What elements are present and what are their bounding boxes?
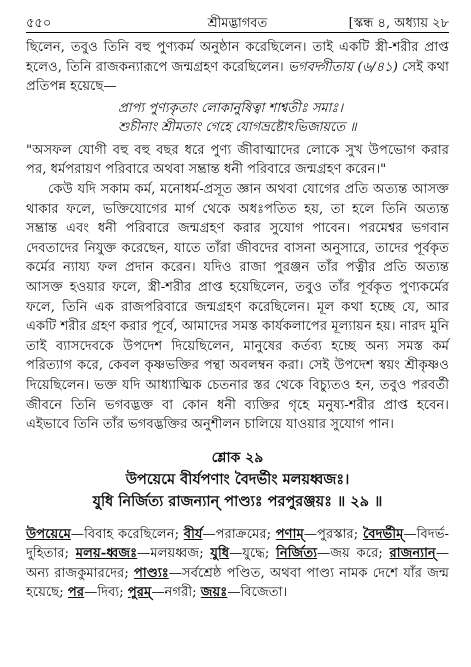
synonym-meaning: নগরী; [164, 585, 201, 601]
quoted-verse-line-1: প্রাপ্য পুণ্যকৃতাং লোকানুষিত্বা শাশ্বতীঃ সমাঃ। [118, 100, 343, 116]
synonym-word: পণাম্ [275, 526, 304, 542]
synonym-word: বৈদর্ভীম্ [362, 526, 404, 542]
synonym-meaning: মলয়ধ্বজ; [150, 546, 211, 562]
quoted-verse-line-2: শুচীনাং শ্রীমতাং গেহে যোগভ্রষ্টোঽভিজায়তে ॥ [118, 119, 357, 135]
synonym-meaning: যুদ্ধে; [242, 546, 277, 562]
page-header [26, 8, 449, 38]
synonym-word: যুধি [210, 546, 230, 562]
chapter-reference: [স্কন্ধ ৪, অধ্যায় ২৮ [348, 16, 449, 31]
synonym-dash: — [317, 546, 331, 562]
synonym-dash: — [168, 565, 182, 581]
synonyms-paragraph [26, 525, 449, 603]
synonym-meaning: বিদর্ভ-দুহিতার; [26, 526, 449, 562]
synonym-dash: — [202, 526, 216, 542]
synonym-meaning: দিব্য; [97, 585, 128, 601]
synonym-word: রাজন্যান্ [389, 546, 436, 562]
quoted-verse [118, 99, 449, 137]
synonym-word: পাণ্ড্যঃ [133, 565, 169, 581]
verse-translation-quote: "অসফল যোগী বহু বহু বছর ধরে পুণ্য জীবাত্মাদের লোকে সুখ উপভোগ করার পর, ধর্মপরায়ণ পরিবারে অথবা সম্ভ্রান্ত ধনী পরিবারে জন্মগ্রহণ করেন।" [26, 142, 449, 178]
gita-reference: ভগবদ্গীতায় (৬/৪১) [288, 59, 398, 75]
purport-paragraph-2: কেউ যদি সকাম কর্ম, মনোধর্ম-প্রসূত জ্ঞান অথবা যোগের প্রতি অত্যন্ত আসক্ত থাকার ফলে, ভক্তিযোগের মার্গ থেকে অধঃপতিত হয়, তা হলে তিনি অত্যন্ত সম্ভ্রান্ত এবং ধনী পরিবারে জন্মগ্রহণ করার সুযোগ পাবেন। পরমেশ্বর ভগবান দেবতাদের নিযুক্ত করেছেন, যাতে তাঁরা জীবদের বাসনা অনুসারে, তাদের পূর্বকৃত কর্মের ন্যায্য ফল প্রদান করেন। যদিও রাজা পুরঞ্জন তাঁর পত্নীর প্রতি অত্যন্ত আসক্ত হওয়ার ফলে, স্ত্রী-শরীর প্রাপ্ত হয়েছিলেন, তবুও তাঁর পূর্বকৃত পুণ্যকর্মের ফলে, তিনি এক রাজপরিবারে জন্মগ্রহণ করেছিলেন। মূল কথা হচ্ছে যে, আর একটি শরীর গ্রহণ করার পূর্বে, আমাদের সমস্ত কার্যকলাপের মূল্যায়ন হয়। নারদ মুনি তাই ব্যাসদেবকে উপদেশ দিয়েছিলেন, মানুষের কর্তব্য হচ্ছে অন্য সমস্ত কর্ম পরিত্যাগ করে, কেবল কৃষ্ণভক্তির পন্থা অবলম্বন করা। সেই উপদেশ স্বয়ং শ্রীকৃষ্ণও দিয়েছিলেন। ভক্ত যদি আধ্যাত্মিক চেতনার স্তর থেকে বিচ্যুতও হন, তবুও পরবর্তী জীবনে তিনি ভগবদ্ভক্ত বা কোন ধনী ব্যক্তির গৃহে মনুষ্য-শরীর প্রাপ্ত হবেন। এইভাবে তিনি তাঁর ভগবদ্ভক্তির অনুশীলন চালিয়ে যাওয়ার সুযোগ পান। [26, 181, 449, 433]
synonym-dash: — [227, 585, 241, 601]
synonym-dash: — [137, 546, 151, 562]
synonym-meaning: পরাক্রমের; [215, 526, 276, 542]
sloka-line-2: যুধি নির্জিত্য রাজন্যান্ পাণ্ড্যঃ পরপুরঞ্জয়ঃ ॥ ২৯ ॥ [92, 492, 383, 510]
synonym-word: উপয়েমে [26, 526, 71, 542]
synonym-dash: — [84, 585, 98, 601]
synonym-word: নির্জিত্য [276, 546, 318, 562]
synonym-dash: — [70, 526, 85, 542]
synonym-dash: — [151, 585, 165, 601]
synonym-meaning: বিবাহ করেছিলেন; [84, 526, 184, 542]
synonym-dash: — [229, 546, 243, 562]
synonym-dash: — [435, 546, 449, 562]
sloka-line-1: উপয়েমে বীর্যপণাং বৈদর্ভীং মলয়ধ্বজঃ। [125, 470, 350, 488]
header-rule [26, 32, 449, 33]
synonym-meaning: অন্য রাজকুমারদের; [26, 565, 134, 581]
purport-paragraph-1 [26, 38, 449, 97]
paragraph-1-tail: সেই কথা প্রতিপন্ন হয়েছে— [26, 59, 449, 95]
synonym-meaning: বিজেতা। [240, 585, 288, 601]
synonym-meaning: জয় করে; [330, 546, 390, 562]
book-title: শ্রীমদ্ভাগবত [207, 16, 268, 31]
paragraph-1-text: ছিলেন, তবুও তিনি বহু পুণ্যকর্ম অনুষ্ঠান করেছিলেন। তাই একটি স্ত্রী-শরীর প্রাপ্ত হলেও, তিনি রাজকন্যারূপে জন্মগ্রহণ করেছিলেন। [26, 40, 449, 75]
sloka-heading: শ্লোক ২৯ [211, 449, 264, 466]
synonym-meaning: পুরস্কার; [317, 526, 363, 542]
page-number: ৫৫০ [26, 16, 52, 31]
synonym-word: পর [67, 585, 85, 601]
synonym-word: পুরম্ [127, 585, 152, 601]
synonym-dash: — [403, 526, 417, 542]
synonym-word: জয়ঃ [200, 585, 228, 601]
synonym-dash: — [303, 526, 317, 542]
synonym-word: বীর্য [183, 526, 203, 542]
synonym-word: মলয়-ধ্বজঃ [75, 546, 138, 562]
synonym-meaning: সর্বশ্রেষ্ঠ পণ্ডিত, অথবা পাণ্ড্য নামক দেশে যাঁর জন্ম হয়েছে; [26, 565, 449, 601]
